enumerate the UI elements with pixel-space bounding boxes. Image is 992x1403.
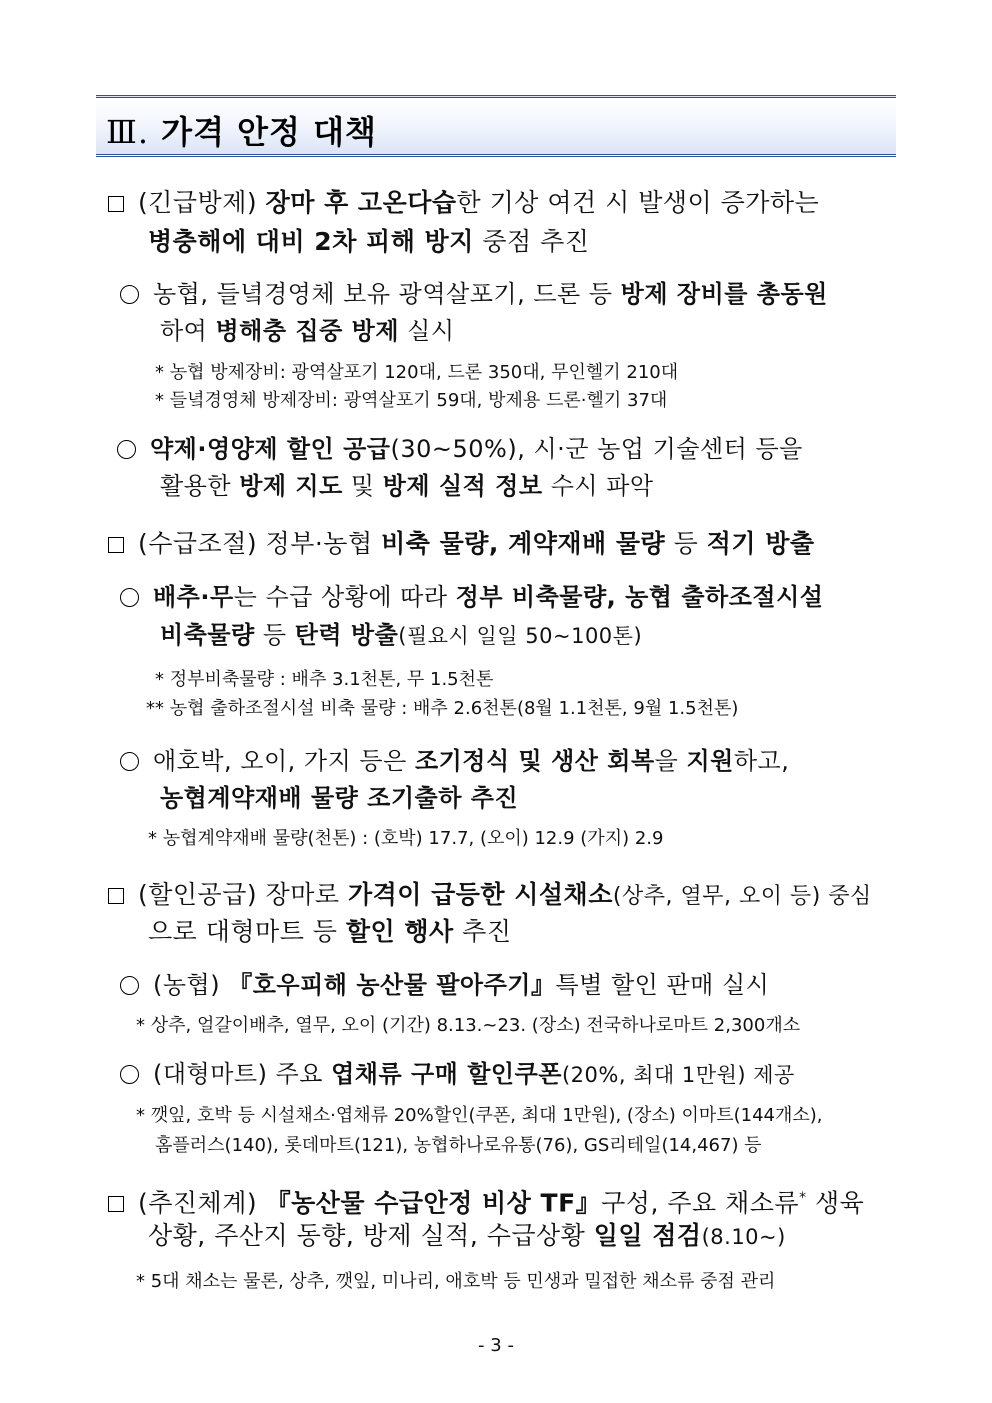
circle-bullet-icon	[120, 1065, 139, 1084]
s1-c2-line1: 약제·영양제 할인 공급(30~50%), 시·군 농업 기술센터 등을	[117, 434, 803, 464]
s2-line1: (수급조절) 정부·농협 비축 물량, 계약재배 물량 등 적기 방출	[108, 529, 815, 559]
s3-line1: (할인공급) 장마로 가격이 급등한 시설채소(상추, 열무, 오이 등) 중심	[108, 880, 872, 912]
title-roman-numeral: Ⅲ.	[106, 113, 150, 151]
s2-c2-note1: * 농협계약재배 물량(천톤) : (호박) 17.7, (오이) 12.9 (가지) 2.9	[148, 828, 664, 849]
s2-c2-line1: 애호박, 오이, 가지 등은 조기정식 및 생산 회복을 지원하고,	[120, 746, 789, 776]
s4-note1: * 5대 채소는 물론, 상추, 깻잎, 미나리, 애호박 등 민생과 밀접한 채소류 중점 관리	[136, 1271, 776, 1292]
circle-bullet-icon	[120, 976, 139, 995]
s3-c2-line1: (대형마트) 주요 엽채류 구매 할인쿠폰(20%, 최대 1만원) 제공	[120, 1059, 795, 1090]
s1-line2: 병충해에 대비 2차 피해 방지 중점 추진	[148, 227, 590, 256]
s1-c2-line2: 활용한 방제 지도 및 방제 실적 정보 수시 파악	[160, 472, 654, 500]
circle-bullet-icon	[120, 588, 139, 607]
title-text: 가격 안정 대책	[161, 113, 377, 151]
s3-line2: 으로 대형마트 등 할인 행사 추진	[148, 917, 512, 946]
s1-c1-note2: * 들녘경영체 방제장비: 광역살포기 59대, 방제용 드론·헬기 37대	[155, 390, 668, 411]
square-bullet-icon	[108, 1196, 124, 1212]
s2-c1-note1: * 정부비축물량 : 배추 3.1천톤, 무 1.5천톤	[155, 669, 494, 690]
s2-c1-note2: ** 농협 출하조절시설 비축 물량 : 배추 2.6천톤(8월 1.1천톤, 9월 1.5천톤)	[146, 698, 739, 719]
s3-c1-line1: (농협) 『호우피해 농산물 팔아주기』특별 할인 판매 실시	[120, 970, 769, 1000]
s1-c1-note1: * 농협 방제장비: 광역살포기 120대, 드론 350대, 무인헬기 210대	[155, 362, 679, 383]
s1-line1: (긴급방제) 장마 후 고온다습한 기상 여건 시 발생이 증가하는	[108, 188, 819, 218]
s4-line2: 상황, 주산지 동향, 방제 실적, 수급상황 일일 점검(8.10~)	[148, 1221, 786, 1250]
s1-c1-line1: 농협, 들녘경영체 보유 광역살포기, 드론 등 방제 장비를 총동원	[120, 279, 828, 309]
page-number: - 3 -	[478, 1335, 514, 1356]
square-bullet-icon	[108, 888, 124, 904]
s3-c2-note2: 홈플러스(140), 롯데마트(121), 농협하나로유통(76), GS리테일(14,467) 등	[155, 1135, 762, 1156]
circle-bullet-icon	[120, 285, 139, 304]
circle-bullet-icon	[120, 752, 139, 771]
section-title	[106, 107, 377, 153]
circle-bullet-icon	[117, 440, 136, 459]
s1-c1-line2: 하여 병해충 집중 방제 실시	[160, 317, 455, 345]
section-title-box	[96, 95, 896, 157]
s2-c1-line1: 배추·무는 수급 상황에 따라 정부 비축물량, 농협 출하조절시설	[120, 582, 823, 612]
square-bullet-icon	[108, 196, 124, 212]
s3-c2-note1: * 깻잎, 호박 등 시설채소·엽채류 20%할인(쿠폰, 최대 1만원), (장소) 이마트(144개소),	[136, 1105, 823, 1126]
s3-c1-note1: * 상추, 얼갈이배추, 열무, 오이 (기간) 8.13.~23. (장소) 전국하나로마트 2,300개소	[136, 1015, 801, 1036]
s4-line1: (추진체계) 『농산물 수급안정 비상 TF』구성, 주요 채소류* 생육	[108, 1183, 864, 1218]
s2-c2-line2: 농협계약재배 물량 조기출하 추진	[160, 784, 519, 812]
square-bullet-icon	[108, 537, 124, 553]
s2-c1-line2: 비축물량 등 탄력 방출(필요시 일일 50~100톤)	[160, 621, 643, 649]
